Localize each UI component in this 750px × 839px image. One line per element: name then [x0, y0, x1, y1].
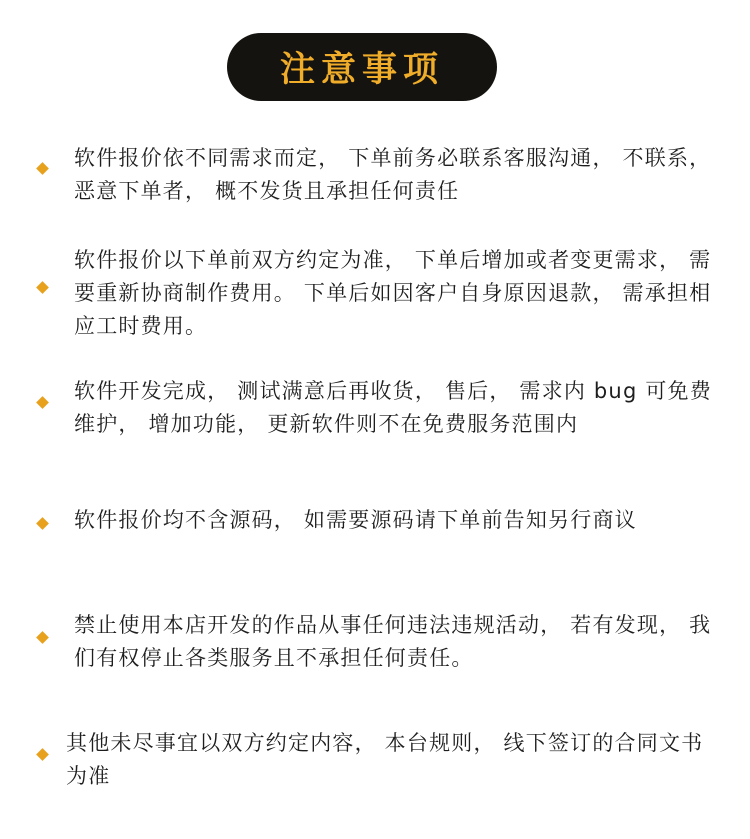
diamond-bullet-icon [36, 281, 49, 294]
page-title: 注意事项 [279, 50, 444, 90]
diamond-bullet-icon [36, 162, 49, 175]
notice-text: 软件报价均不含源码， 如需要源码请下单前告知另行商议 [74, 508, 637, 532]
notice-text: 软件开发完成， 测试满意后再收货， 售后， 需求内 bug 可免费维护， 增加功能， 更新软件则不在免费服务范围内 [74, 379, 712, 436]
diamond-bullet-icon [36, 396, 49, 409]
diamond-bullet-icon [36, 631, 49, 644]
diamond-bullet-icon [36, 517, 49, 530]
notice-text: 禁止使用本店开发的作品从事任何违法违规活动， 若有发现， 我们有权停止各类服务且不承担任何责任。 [74, 613, 712, 670]
notice-text: 软件报价以下单前双方约定为准， 下单后增加或者变更需求， 需要重新协商制作费用。 下单后如因客户自身原因退款， 需承担相应工时费用。 [74, 248, 712, 338]
notice-text: 软件报价依不同需求而定， 下单前务必联系客服沟通， 不联系， 恶意下单者， 概不发货且承担任何责任 [74, 146, 712, 203]
title-banner [227, 33, 497, 101]
diamond-bullet-icon [36, 748, 49, 761]
notice-text: 其他未尽事宜以双方约定内容， 本台规则， 线下签订的合同文书为准 [66, 731, 704, 788]
